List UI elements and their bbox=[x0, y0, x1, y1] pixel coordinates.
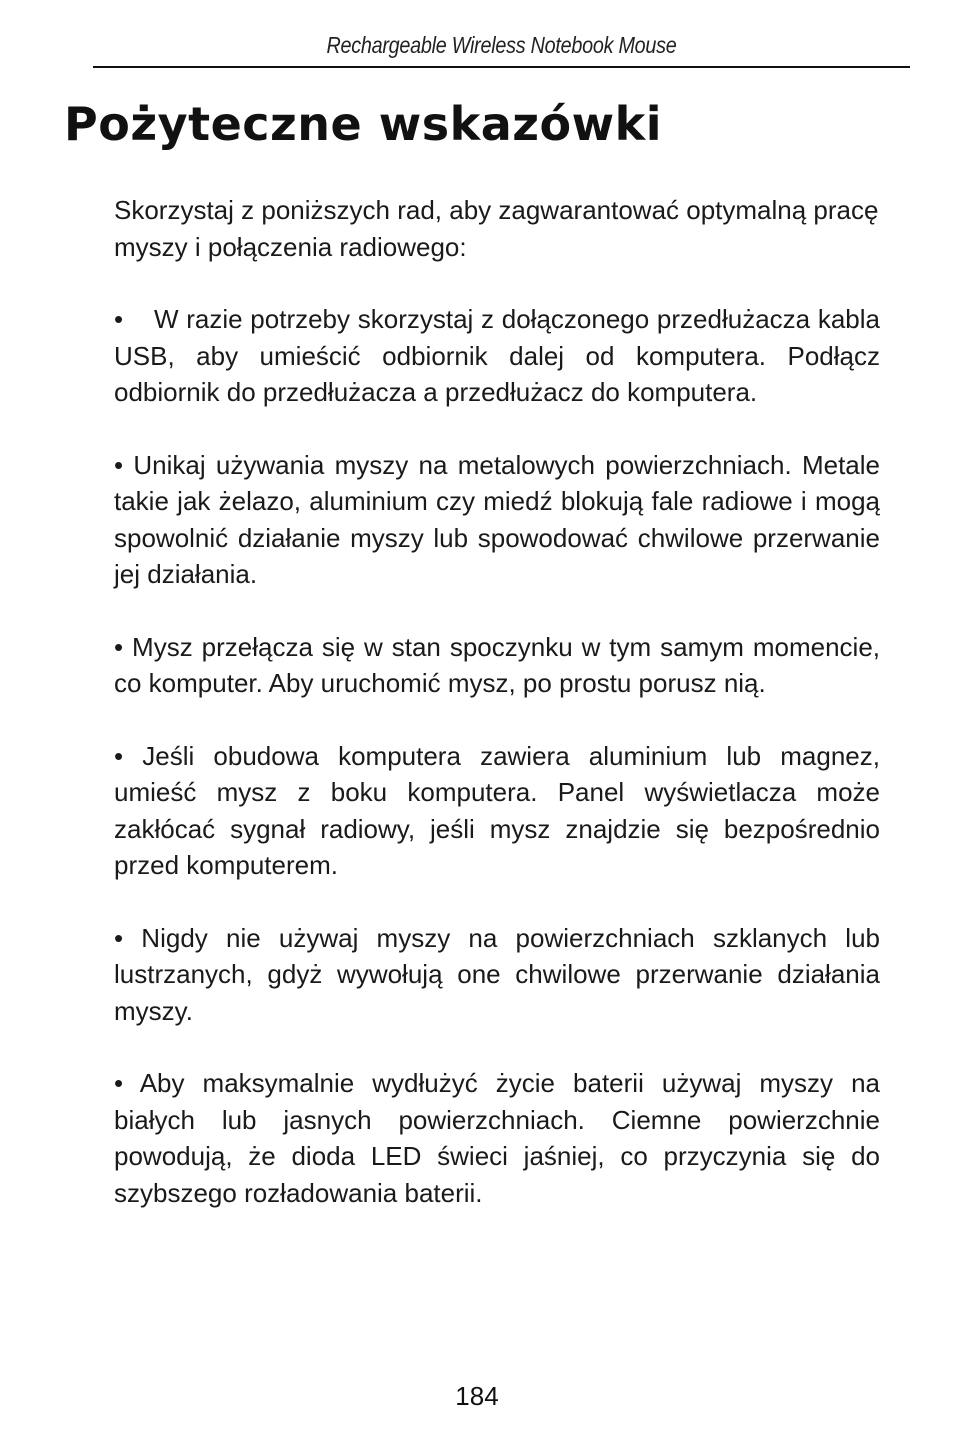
intro-paragraph: Skorzystaj z poniższych rad, aby zagwarantować optymalną pracę myszy i połączenia radiowego: bbox=[114, 195, 879, 262]
tip-usb-extension: • W razie potrzeby skorzystaj z dołączonego przedłużacza kabla USB, aby umieścić odbiornik dalej od komputera. Podłącz odbiornik do przedłużacza a przedłużacz do komputera. bbox=[114, 304, 880, 407]
page-title: Pożyteczne wskazówki bbox=[64, 97, 663, 151]
page-number: 184 bbox=[455, 1381, 499, 1411]
tip-metal-surfaces: • Unikaj używania myszy na metalowych powierzchniach. Metale takie jak żelazo, aluminium czy miedź blokują fale radiowe i mogą spowolnić działanie myszy lub spowodować chwilowe przerwanie jej działania. bbox=[114, 449, 880, 589]
tip-glass-surfaces: • Nigdy nie używaj myszy na powierzchniach szklanych lub lustrzanych, gdyż wywołują one chwilowe przerwanie działania myszy. bbox=[114, 922, 880, 1026]
tip-battery-life: • Aby maksymalnie wydłużyć życie baterii używaj myszy na białych lub jasnych powierzchniach. Ciemne powierzchnie powodują, że dioda LED świeci jaśniej, co przyczynia się do szybszego rozładowania baterii. bbox=[114, 1068, 880, 1208]
tip-sleep-mode: • Mysz przełącza się w stan spoczynku w tym samym momencie, co komputer. Aby uruchomić mysz, po prostu porusz nią. bbox=[114, 631, 880, 698]
header-rule bbox=[93, 66, 910, 68]
page-content bbox=[114, 192, 880, 1247]
tip-aluminium-case: • Jeśli obudowa komputera zawiera aluminium lub magnez, umieść mysz z boku komputera. Panel wyświetlacza może zakłócać sygnał radiowy, jeśli mysz znajdzie się bezpośrednio przed komputerem. bbox=[114, 740, 880, 880]
running-header: Rechargeable Wireless Notebook Mouse bbox=[326, 32, 677, 58]
